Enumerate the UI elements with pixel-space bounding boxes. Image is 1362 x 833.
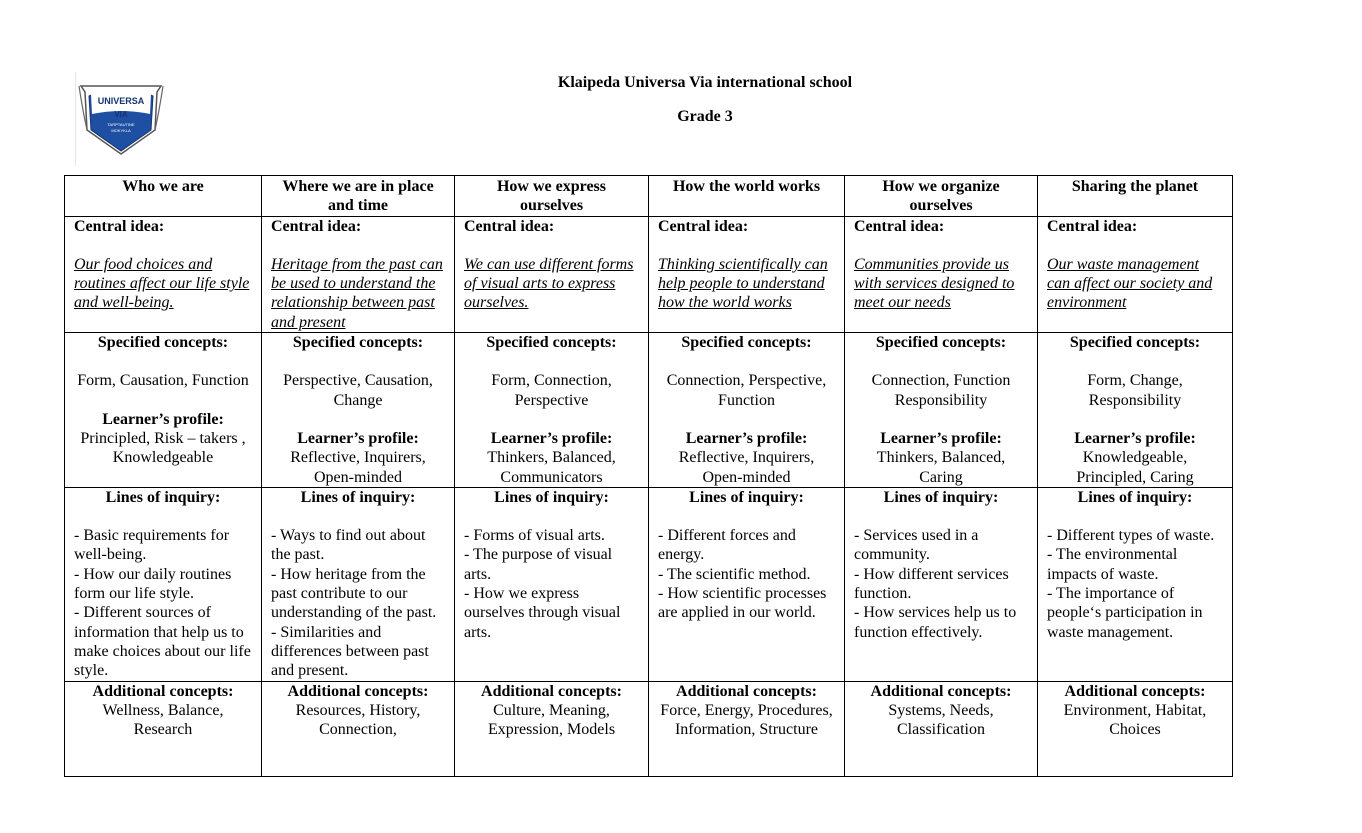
inquiry-line: - Forms of visual arts. bbox=[464, 527, 605, 545]
lines-cell bbox=[65, 487, 262, 681]
additional-concepts-label: Additional concepts: bbox=[481, 682, 622, 700]
specified-concepts-label: Specified concepts: bbox=[292, 334, 424, 352]
specified-concepts-label: Specified concepts: bbox=[875, 334, 1007, 352]
central-idea-cell bbox=[1038, 216, 1233, 332]
svg-text:MOKYKLA: MOKYKLA bbox=[111, 128, 131, 133]
inquiry-line: - Different forces and energy. bbox=[658, 527, 796, 564]
inquiry-line: - The purpose of visual arts. bbox=[464, 546, 613, 583]
additional-cell bbox=[649, 681, 845, 776]
additional-concepts-label: Additional concepts: bbox=[287, 682, 429, 700]
theme-title: How the world works bbox=[649, 176, 845, 217]
inquiry-line: - Different types of waste. bbox=[1047, 527, 1215, 545]
central-idea-cell bbox=[455, 216, 649, 332]
central-idea-text: Thinking scientifically can help people to understand how the world works bbox=[658, 255, 828, 312]
central-idea-label: Central idea: bbox=[74, 217, 165, 235]
lines-of-inquiry-label: Lines of inquiry: bbox=[300, 488, 416, 506]
specified-concepts-label: Specified concepts: bbox=[486, 334, 617, 352]
theme-title: Where we are in place and time bbox=[262, 176, 455, 217]
theme-title: How we organize ourselves bbox=[845, 176, 1038, 217]
central-idea-cell bbox=[649, 216, 845, 332]
concepts-cell bbox=[455, 333, 649, 488]
learner-profile-label: Learner’s profile: bbox=[490, 429, 613, 447]
lines-of-inquiry-label: Lines of inquiry: bbox=[689, 488, 804, 506]
specified-concepts-text: Form, Connection, Perspective bbox=[491, 372, 612, 409]
lines-of-inquiry-label: Lines of inquiry: bbox=[105, 488, 221, 506]
central-idea-text: We can use different forms of visual arts to express ourselves. bbox=[464, 255, 634, 312]
central-idea-label: Central idea: bbox=[1047, 217, 1138, 235]
learner-profile-label: Learner’s profile: bbox=[880, 429, 1002, 447]
theme-header-row bbox=[65, 176, 1233, 217]
specified-concepts-text: Connection, Perspective, Function bbox=[666, 372, 827, 409]
lines-cell bbox=[1038, 487, 1233, 681]
school-name: Klaipeda Universa Via international school bbox=[557, 74, 853, 91]
learner-profile-text: Thinkers, Balanced, Communicators bbox=[487, 449, 616, 486]
inquiry-line: - Similarities and differences between past and present. bbox=[271, 623, 429, 680]
additional-concepts-text: Systems, Needs, Classification bbox=[888, 701, 994, 739]
inquiry-line: - How heritage from the past contribute to our understanding of the past. bbox=[271, 565, 437, 622]
additional-concepts-text: Force, Energy, Procedures, Information, Structure bbox=[660, 701, 833, 739]
theme-title: Who we are bbox=[65, 176, 262, 217]
inquiry-line: - Different sources of information that help us to make choices about our life style. bbox=[74, 604, 251, 680]
inquiry-line: - The scientific method. bbox=[658, 565, 811, 583]
central-idea-cell bbox=[262, 216, 455, 332]
specified-concepts-label: Specified concepts: bbox=[681, 334, 812, 352]
inquiry-line: - How scientific processes are applied in our world. bbox=[658, 585, 827, 622]
inquiry-line: - Services used in a community. bbox=[854, 527, 979, 564]
additional-concepts-text: Environment, Habitat, Choices bbox=[1063, 701, 1207, 739]
programme-of-inquiry-table bbox=[64, 175, 1233, 777]
specified-concepts-text: Connection, Function Responsibility bbox=[871, 372, 1011, 409]
inquiry-line: - How we express ourselves through visual arts. bbox=[464, 585, 621, 641]
central-idea-cell bbox=[65, 216, 262, 332]
central-idea-label: Central idea: bbox=[271, 217, 362, 235]
learner-profile-label: Learner’s profile: bbox=[1074, 429, 1196, 447]
inquiry-line: - Basic requirements for well-being. bbox=[74, 527, 230, 564]
lines-cell bbox=[455, 487, 649, 681]
concepts-cell bbox=[262, 333, 455, 488]
lines-of-inquiry-label: Lines of inquiry: bbox=[883, 488, 999, 506]
lines-of-inquiry-row bbox=[65, 487, 1233, 681]
inquiry-line: - Ways to find out about the past. bbox=[271, 527, 426, 564]
specified-concepts-text: Form, Change, Responsibility bbox=[1087, 372, 1183, 409]
learner-profile-label: Learner’s profile: bbox=[297, 429, 419, 447]
svg-text:VIA: VIA bbox=[114, 110, 128, 119]
school-logo bbox=[75, 72, 167, 166]
specified-concepts-text: Form, Causation, Function bbox=[77, 372, 249, 390]
inquiry-line: - How our daily routines form our life style. bbox=[74, 565, 232, 603]
theme-title: How we express ourselves bbox=[455, 176, 649, 217]
additional-cell bbox=[455, 681, 649, 776]
additional-concepts-row bbox=[65, 681, 1233, 776]
central-idea-text: Heritage from the past can be used to understand the relationship between past and present bbox=[271, 255, 443, 331]
additional-cell bbox=[65, 681, 262, 776]
central-idea-label: Central idea: bbox=[464, 217, 555, 235]
additional-concepts-text: Culture, Meaning, Expression, Models bbox=[487, 701, 616, 739]
central-idea-text: Our food choices and routines affect our life style and well-being. bbox=[74, 255, 250, 312]
inquiry-line: - The importance of people‘s participation in waste management. bbox=[1047, 585, 1203, 641]
learner-profile-text: Reflective, Inquirers, Open-minded bbox=[678, 449, 815, 486]
additional-concepts-text: Wellness, Balance, Research bbox=[102, 701, 224, 739]
lines-of-inquiry-label: Lines of inquiry: bbox=[494, 488, 609, 506]
learner-profile-text: Thinkers, Balanced, Caring bbox=[876, 449, 1006, 486]
theme-title: Sharing the planet bbox=[1038, 176, 1233, 217]
lines-cell bbox=[262, 487, 455, 681]
learner-profile-text: Knowledgeable, Principled, Caring bbox=[1076, 449, 1194, 486]
additional-cell bbox=[262, 681, 455, 776]
concepts-cell bbox=[845, 333, 1038, 488]
lines-cell bbox=[845, 487, 1038, 681]
grade-title: Grade 3 bbox=[677, 108, 733, 125]
additional-concepts-text: Resources, History, Connection, bbox=[295, 701, 421, 739]
learner-profile-label: Learner’s profile: bbox=[102, 410, 224, 428]
inquiry-line: - The environmental impacts of waste. bbox=[1047, 546, 1178, 583]
learner-profile-text: Principled, Risk – takers , Knowledgeable bbox=[80, 429, 246, 467]
central-idea-label: Central idea: bbox=[854, 217, 945, 235]
additional-concepts-label: Additional concepts: bbox=[92, 682, 234, 700]
lines-cell bbox=[649, 487, 845, 681]
additional-cell bbox=[845, 681, 1038, 776]
specified-concepts-text: Perspective, Causation, Change bbox=[283, 372, 433, 409]
additional-cell bbox=[1038, 681, 1233, 776]
learner-profile-label: Learner’s profile: bbox=[685, 429, 808, 447]
inquiry-line: - How different services function. bbox=[854, 565, 1009, 603]
learner-profile-text: Reflective, Inquirers, Open-minded bbox=[290, 449, 426, 486]
central-idea-row bbox=[65, 216, 1233, 332]
lines-of-inquiry-label: Lines of inquiry: bbox=[1077, 488, 1193, 506]
concepts-cell bbox=[649, 333, 845, 488]
concepts-cell bbox=[1038, 333, 1233, 488]
concepts-profile-row bbox=[65, 333, 1233, 488]
central-idea-label: Central idea: bbox=[658, 217, 749, 235]
additional-concepts-label: Additional concepts: bbox=[870, 682, 1012, 700]
additional-concepts-label: Additional concepts: bbox=[676, 682, 817, 700]
central-idea-text: Communities provide us with services designed to meet our needs bbox=[854, 255, 1015, 312]
additional-concepts-label: Additional concepts: bbox=[1064, 682, 1206, 700]
specified-concepts-label: Specified concepts: bbox=[97, 334, 229, 352]
concepts-cell bbox=[65, 333, 262, 488]
svg-text:TARPTAUTINĖ: TARPTAUTINĖ bbox=[107, 122, 135, 127]
specified-concepts-label: Specified concepts: bbox=[1069, 334, 1201, 352]
central-idea-cell bbox=[845, 216, 1038, 332]
inquiry-line: - How services help us to function effectively. bbox=[854, 604, 1017, 641]
central-idea-text: Our waste management can affect our society and environment bbox=[1047, 255, 1213, 312]
svg-text:UNIVERSA: UNIVERSA bbox=[97, 96, 145, 106]
